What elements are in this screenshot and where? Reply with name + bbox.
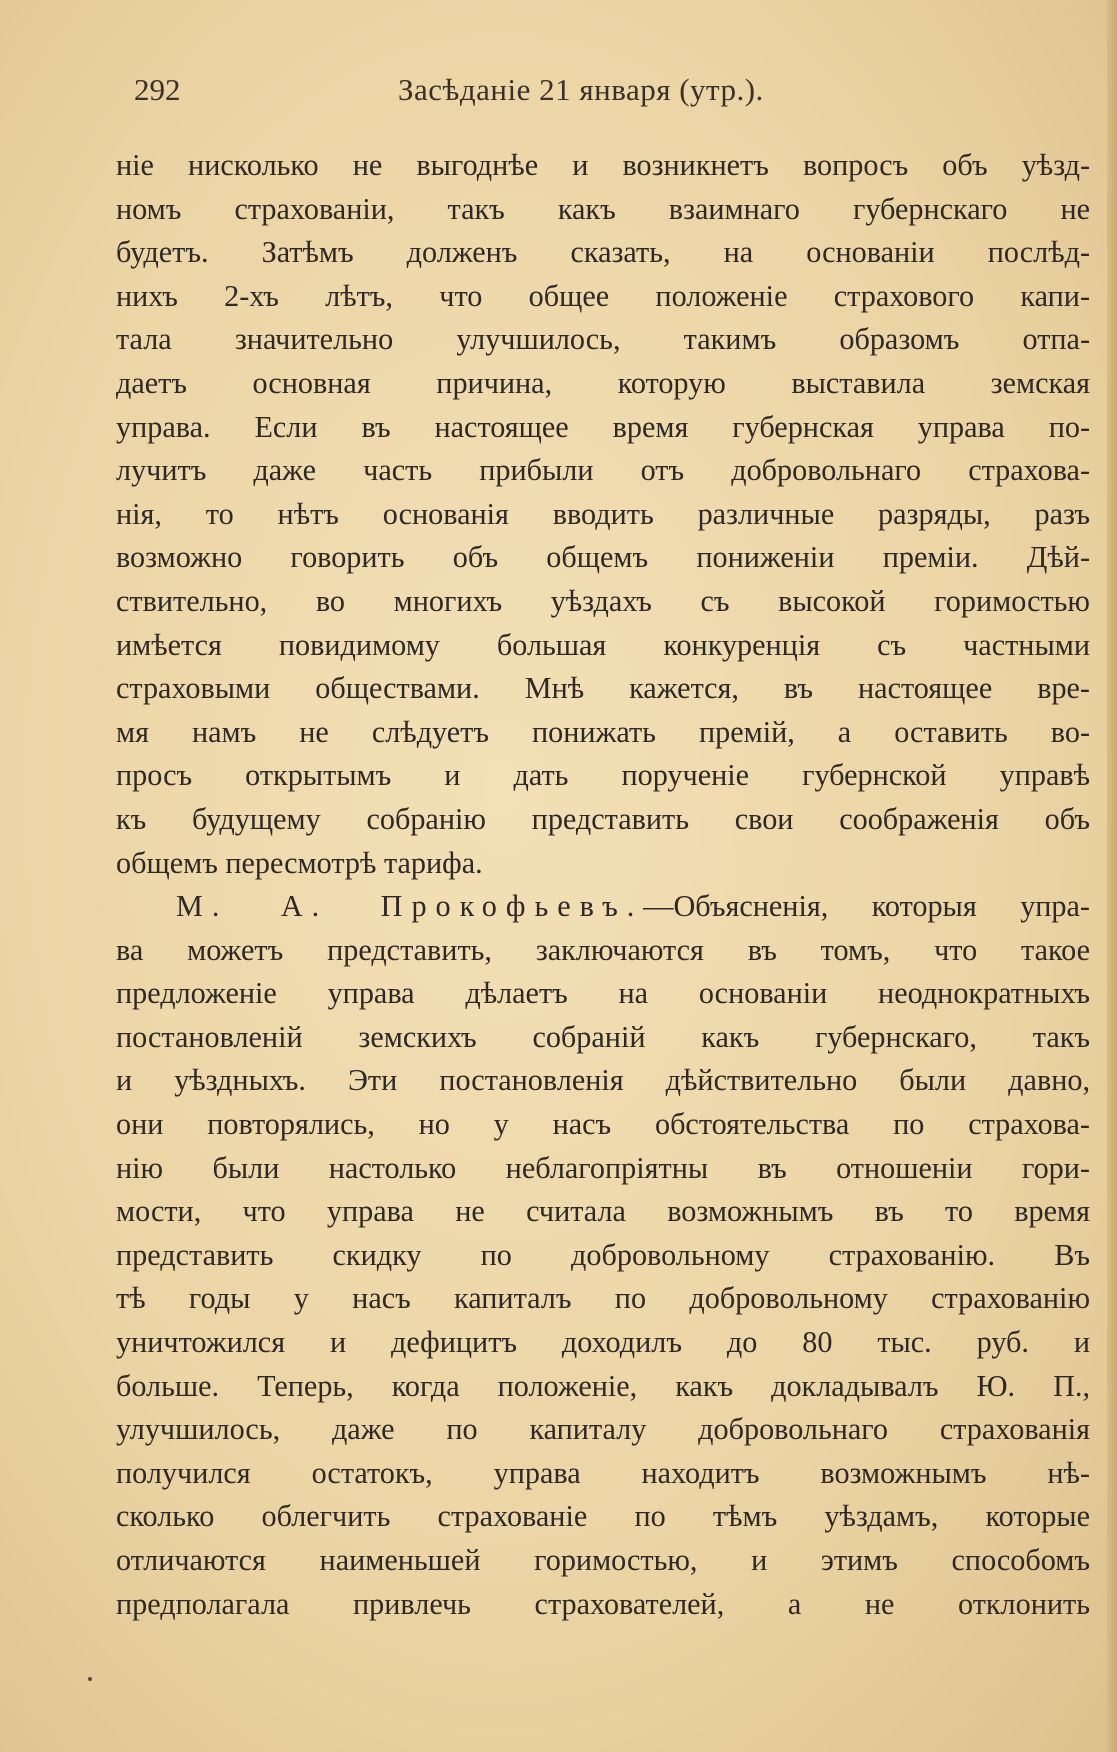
- text-line: представить скидку по добровольному страхованію. Въ: [116, 1237, 1090, 1272]
- text-line: предложеніе управа дѣлаетъ на основаніи неоднократныхъ: [116, 976, 1090, 1011]
- text-line: имѣется повидимому большая конкуренція съ частными: [116, 627, 1090, 662]
- ink-speck: [88, 1677, 92, 1681]
- text-line: лучитъ даже часть прибыли отъ добровольнаго страхова-: [116, 453, 1090, 488]
- text-line: ствительно, во многихъ уѣздахъ съ высокой горимостью: [116, 583, 1090, 618]
- text-line: къ будущему собранію представить свои соображенія объ: [116, 801, 1090, 836]
- running-head: Засѣданіе 21 января (утр.).: [398, 72, 764, 107]
- text-line: будетъ. Затѣмъ долженъ сказать, на основаніи послѣд-: [116, 235, 1090, 270]
- text-line: получился остатокъ, управа находитъ возможнымъ нѣ-: [116, 1455, 1090, 1490]
- text-line: ва можетъ представить, заключаются въ томъ, что такое: [116, 932, 1090, 967]
- text-line: ніе нисколько не выгоднѣе и возникнетъ вопросъ объ уѣзд-: [116, 148, 1090, 182]
- text-line: они повторялись, но у насъ обстоятельства по страхова-: [116, 1107, 1090, 1142]
- text-line: управа. Если въ настоящее время губернская управа по-: [116, 409, 1090, 444]
- body-text: [116, 144, 1090, 1626]
- text-line: даетъ основная причина, которую выставила земская: [116, 365, 1090, 400]
- text-line: уничтожился и дефицитъ доходилъ до 80 тыс. руб. и: [116, 1325, 1090, 1360]
- paragraph-1: [116, 144, 1090, 885]
- text-line: общемъ пересмотрѣ тарифа.: [116, 845, 483, 880]
- text-line: нію были настолько неблагопріятны въ отношеніи гори-: [116, 1150, 1090, 1185]
- text-line: тала значительно улучшилось, такимъ образомъ отпа-: [116, 322, 1090, 357]
- text-line: отличаются наименьшей горимостью, и этимъ способомъ: [116, 1543, 1090, 1577]
- speaker-name: М. А. Прокофьевъ.: [176, 889, 644, 924]
- text-line: нихъ 2-хъ лѣтъ, что общее положеніе страхового капи-: [116, 278, 1090, 313]
- text-line: улучшилось, даже по капиталу добровольнаго страхованія: [116, 1412, 1090, 1447]
- text-line: и уѣздныхъ. Эти постановленія дѣйствительно были давно,: [116, 1063, 1090, 1098]
- speaker-line-rest: —Объясненія, которыя упра-: [643, 889, 1090, 924]
- text-line: просъ открытымъ и дать порученіе губернской управѣ: [116, 758, 1090, 793]
- text-line: тѣ годы у насъ капиталъ по добровольному страхованію: [116, 1281, 1090, 1316]
- page-header: [134, 72, 1084, 122]
- text-line: нія, то нѣтъ основанія вводить различные разряды, разъ: [116, 496, 1090, 531]
- text-line: возможно говорить объ общемъ пониженіи преміи. Дѣй-: [116, 540, 1090, 575]
- page-number: 292: [134, 72, 181, 107]
- text-line: предполагала привлечь страхователей, а не отклонить: [116, 1586, 1090, 1621]
- text-line: больше. Теперь, когда положеніе, какъ докладывалъ Ю. П.,: [116, 1368, 1090, 1403]
- text-line: мости, что управа не считала возможнымъ въ то время: [116, 1194, 1090, 1229]
- text-line: постановленій земскихъ собраній какъ губернскаго, такъ: [116, 1019, 1090, 1054]
- text-line: номъ страхованіи, такъ какъ взаимнаго губернскаго не: [116, 191, 1090, 226]
- page-edge: [1107, 0, 1117, 1752]
- text-line: сколько облегчить страхованіе по тѣмъ уѣздамъ, которые: [116, 1499, 1090, 1534]
- text-line: страховыми обществами. Мнѣ кажется, въ настоящее вре-: [116, 671, 1090, 706]
- paragraph-2: [116, 885, 1090, 1626]
- speaker-line: [116, 885, 1090, 929]
- text-line: мя намъ не слѣдуетъ понижать премій, а оставить во-: [116, 714, 1090, 749]
